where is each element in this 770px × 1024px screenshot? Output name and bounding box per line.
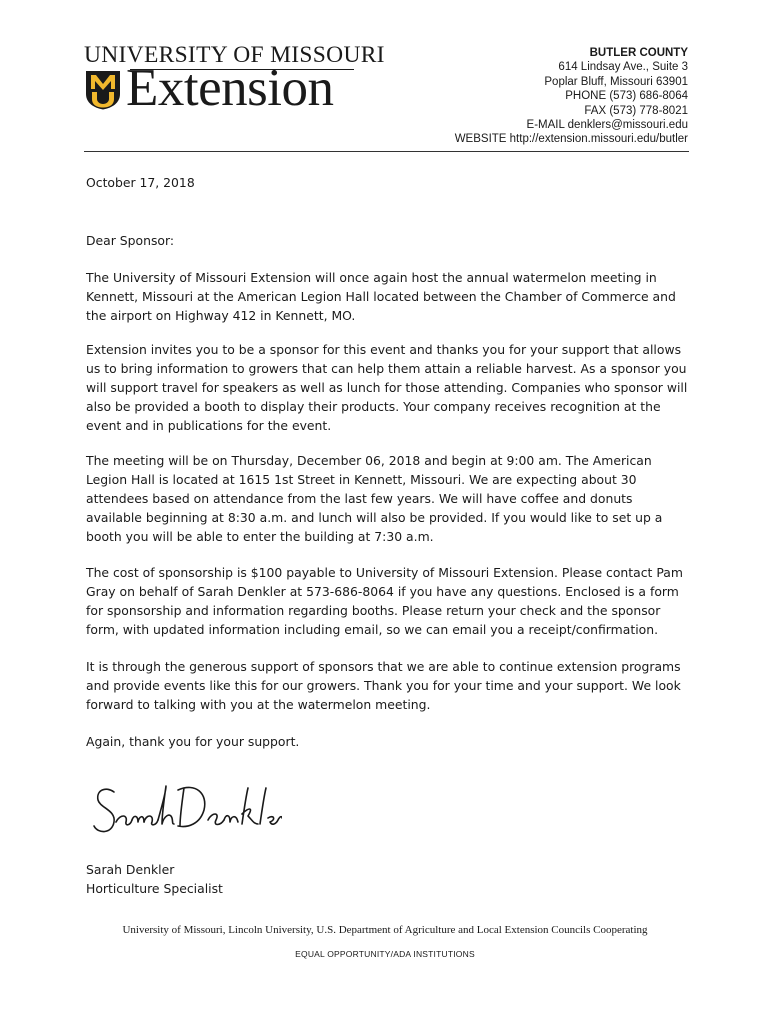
letter-date: October 17, 2018 — [86, 175, 195, 190]
signer-name: Sarah Denkler — [86, 862, 175, 877]
paragraph-1: The University of Missouri Extension will once again host the annual watermelon meeting in Kennett, Missouri at the American Legion Hall located between the Chamber of Commerce and the airport on Highway 412 in Kennett, MO. — [86, 270, 676, 323]
paragraph-2: Extension invites you to be a sponsor for this event and thanks you for your support that allows us to bring information to growers that can help them attain a reliable harvest. As a sponsor you will support travel for speakers as well as lunch for those attending. Companies who sponsor will also be provided a booth to display their products. Your company receives recognition at the event and in publications for the event. — [86, 342, 688, 433]
contact-block — [455, 46, 688, 147]
university-name: UNIVERSITY OF MISSOURI — [84, 42, 385, 68]
extension-wordmark: Extension — [126, 59, 334, 117]
handwritten-signature — [92, 780, 282, 844]
signer-title: Horticulture Specialist — [86, 881, 223, 896]
closing-line: Again, thank you for your support. — [86, 734, 300, 749]
address-line-2: Poplar Bluff, Missouri 63901 — [544, 75, 688, 88]
mu-logo-icon — [84, 70, 122, 110]
county-name: BUTLER COUNTY — [589, 47, 688, 59]
letterhead — [0, 0, 770, 160]
salutation: Dear Sponsor: — [86, 233, 175, 248]
paragraph-5: It is through the generous support of sponsors that we are able to continue extension programs and provide events like this for our growers. Thank you for your time and your support. We look forward to talking with you at the watermelon meeting. — [86, 659, 681, 712]
address-line-1: 614 Lindsay Ave., Suite 3 — [558, 61, 688, 74]
header-divider — [84, 151, 689, 152]
paragraph-3: The meeting will be on Thursday, December 06, 2018 and begin at 9:00 am. The American Legion Hall is located at 1615 1st Street in Kennett, Missouri. We are expecting about 30 attendees based on attendance from the last few years. We will have coffee and donuts available beginning at 8:30 a.m. and lunch will also be provided. If you would like to set up a booth you will be able to enter the building at 7:30 a.m. — [86, 453, 663, 544]
signer-block — [86, 860, 692, 898]
email-line: E-MAIL denklers@missouri.edu — [526, 119, 688, 132]
equal-opportunity-statement: EQUAL OPPORTUNITY/ADA INSTITUTIONS — [295, 949, 475, 959]
website-line: WEBSITE http://extension.missouri.edu/butler — [454, 133, 688, 146]
cooperating-statement: University of Missouri, Lincoln University, U.S. Department of Agriculture and Local Extension Councils Cooperating — [122, 924, 648, 936]
paragraph-4: The cost of sponsorship is $100 payable to University of Missouri Extension. Please contact Pam Gray on behalf of Sarah Denkler at 573-686-8064 if you have any questions. Enclosed is a form for sponsorship and information regarding booths. Please return your check and the sponsor form, with updated information including email, so we can email you a receipt/confirmation. — [86, 565, 683, 637]
phone-line: PHONE (573) 686-8064 — [565, 90, 688, 103]
fax-line: FAX (573) 778-8021 — [584, 104, 688, 117]
